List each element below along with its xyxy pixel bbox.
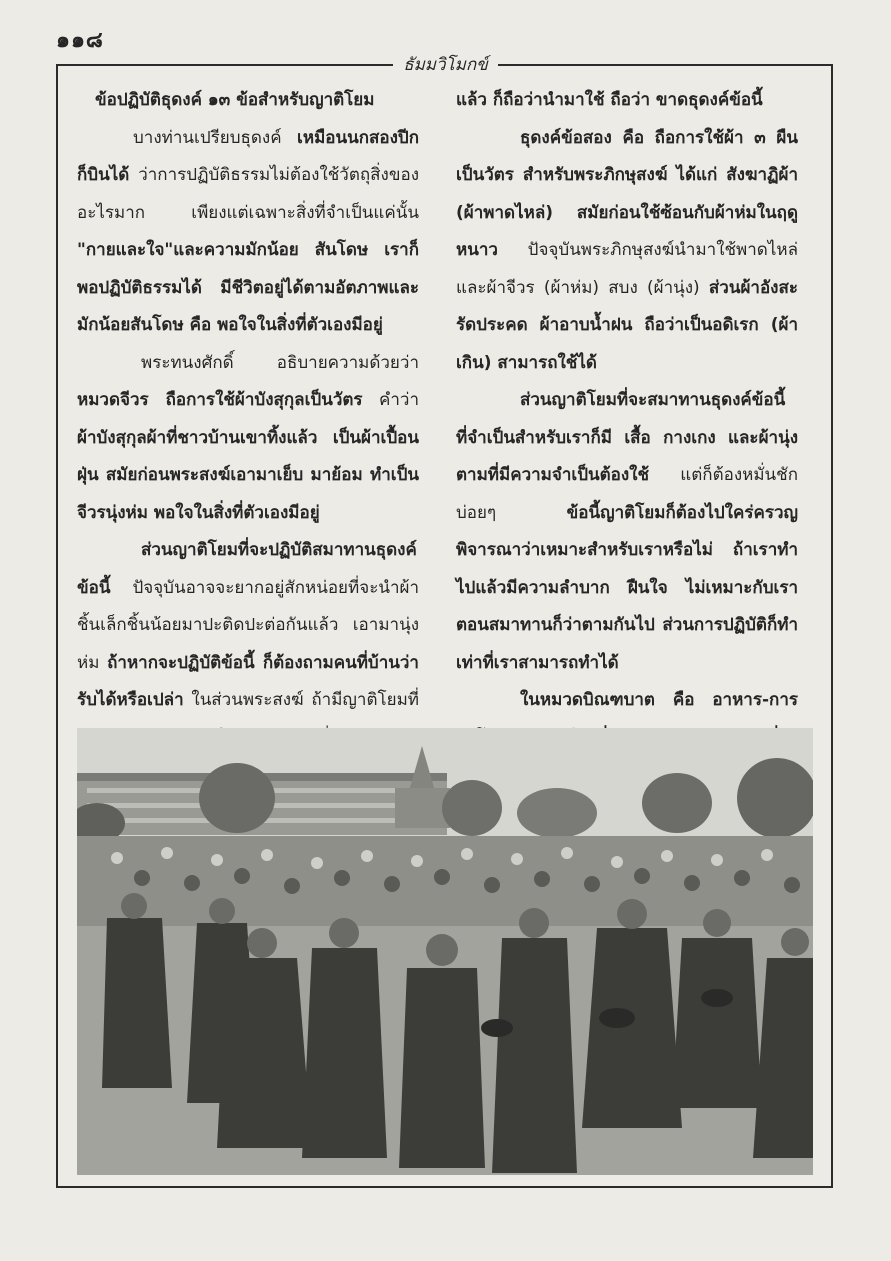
text: ปัจจุบันพระภิกษุสงฆ์นำมาใช้พาดไหล่ และผ้าจีวร (ผ้าห่ม) สบง (ผ้านุ่ง) [456, 240, 798, 298]
paragraph [456, 120, 798, 383]
text: ว่าการปฏิบัติธรรมไม่ต้องใช้วัตถุสิ่งของอะไรมาก เพียงแต่เฉพาะสิ่งที่จำเป็นแค่นั้น [77, 165, 419, 223]
paragraph [456, 382, 798, 682]
text: ในส่วนพระสงฆ์ ถ้ามีญาติโยมที่ [191, 690, 419, 710]
page-number: ๑๑๘ [56, 28, 104, 53]
text: แต่ก็ต้องหมั่นชักบ่อยๆ [456, 465, 798, 523]
text-bold: หมวดจีวร ถือการใช้ผ้าบังสุกุลเป็นวัตร [77, 390, 363, 410]
text-bold: เหมือนนกสองปีกก็บินได้ [77, 127, 419, 185]
text-bold: ส่วนญาติโยมที่จะสมาทานธุดงค์ข้อนี้ ที่จำเป็นสำหรับเราก็มี เสื้อ กางเกง และผ้านุ่ง ตามที่มีความจำเป็นต้องใช้ [456, 390, 798, 485]
text-bold: "กายและใจ"และความมักน้อย สันโดษ เราก็พอปฏิบัติธรรมได้ มีชีวิตอยู่ได้ตามอัตภาพและมักน้อยสันโดษ คือ พอใจในสิ่งที่ตัวเองมีอยู่ [77, 240, 419, 335]
text-bold: ส่วนญาติโยมที่จะปฏิบัติสมาทานธุดงค์ข้อนี้ [77, 540, 417, 598]
header-title: ธัมมวิโมกข์ [393, 55, 498, 75]
paragraph: ในหมวดบิณฑบาต คือ อาหาร-การ [520, 690, 798, 710]
left-column [77, 82, 419, 795]
paragraph [77, 120, 419, 345]
text-bold: ถ้าหากจะปฏิบัติข้อนี้ ก็ต้องถามคนที่บ้านว่ารับได้หรือเปล่า [77, 652, 419, 710]
section-heading: ข้อปฏิบัติธุดงค์ ๑๓ ข้อสำหรับญาติโยม [95, 90, 375, 110]
running-header [0, 51, 891, 78]
photo-monks-almsround [77, 728, 813, 1175]
text-bold: ส่วนผ้าอังสะ รัดประคด ผ้าอาบน้ำฝน ถือว่าเป็นอดิเรก (ผ้าเกิน) สามารถใช้ได้ [456, 277, 798, 373]
paragraph: แล้ว ก็ถือว่านำมาใช้ ถือว่า ขาดธุดงค์ข้อนี้ [456, 90, 763, 110]
right-column [456, 82, 798, 795]
text-bold: ผ้าบังสุกุลผ้าที่ชาวบ้านเขาทิ้งแล้ว เป็นผ้าเปื้อนฝุ่น สมัยก่อนพระสงฆ์เอามาเย็บ มาย้อม ทำเป็นจีวรนุ่งห่ม พอใจในสิ่งที่ตัวเองมีอยู่ [77, 427, 419, 523]
text: บางท่านเปรียบธุดงค์ [133, 127, 298, 148]
text: ปัจจุบันอาจจะยากอยู่สักหน่อยที่จะนำผ้าชิ้นเล็กชิ้นน้อยมาปะติดปะต่อกันแล้ว เอามานุ่งห่ม [77, 577, 419, 673]
text: พระทนงศักดิ์ อธิบายความด้วยว่า [141, 352, 419, 373]
paragraph [77, 345, 419, 533]
text-bold: ข้อนี้ญาติโยมก็ต้องไปใคร่ครวญ พิจารณาว่าเหมาะสำหรับเราหรือไม่ ถ้าเราทำไปแล้วมีความลำบาก ฝืนใจ ไม่เหมาะกับเรา ตอนสมาทานก็ว่าตามกันไป ส่วนการปฏิบัติก็ทำ เท่าที่เราสามารถทำได้ [456, 502, 798, 673]
text-bold: ธุดงค์ข้อสอง คือ ถือการใช้ผ้า ๓ ผืนเป็นวัตร สำหรับพระภิกษุสงฆ์ ได้แก่ สังฆาฏิผ้า (ผ้าพาดไหล่) สมัยก่อนใช้ซ้อนกับผ้าห่มในฤดูหนาว [456, 127, 798, 260]
text: คำว่า [362, 390, 419, 410]
